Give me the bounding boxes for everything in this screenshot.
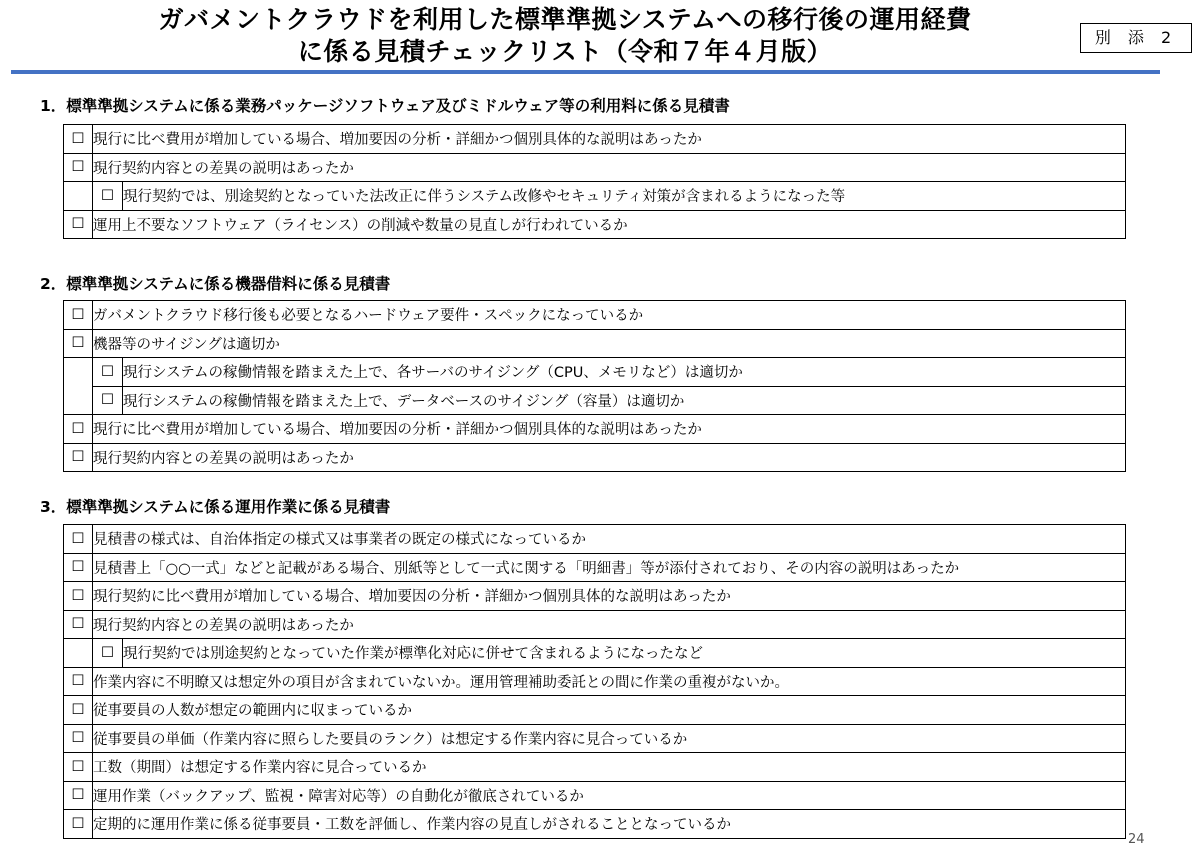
subitem-text: 現行契約では、別途契約となっていた法改正に伴うシステム改修やセキュリティ対策が含まれるようになった等 — [123, 182, 1126, 211]
item-text: 定期的に運用作業に係る従事要員・工数を評価し、作業内容の見直しがされることとなっているか — [93, 810, 1126, 839]
indent-spacer — [64, 386, 93, 415]
checkbox[interactable]: ☐ — [64, 125, 93, 154]
checkbox[interactable]: ☐ — [64, 210, 93, 239]
title-line-1: ガバメントクラウドを利用した標準準拠システムへの移行後の運用経費 — [158, 5, 972, 34]
checkbox[interactable]: ☐ — [64, 724, 93, 753]
item-text: 現行に比べ費用が増加している場合、増加要因の分析・詳細かつ個別具体的な説明はあったか — [93, 125, 1126, 154]
item-text: 現行契約内容との差異の説明はあったか — [93, 443, 1126, 472]
item-text: 従事要員の単価（作業内容に照らした要員のランク）は想定する作業内容に見合っているか — [93, 724, 1126, 753]
indent-spacer — [64, 639, 93, 668]
checkbox[interactable]: ☐ — [64, 610, 93, 639]
section-3-heading: 3．標準準拠システムに係る運用作業に係る見積書 — [40, 498, 391, 516]
item-text: 作業内容に不明瞭又は想定外の項目が含まれていないか。運用管理補助委託との間に作業の重複がないか。 — [93, 667, 1126, 696]
checkbox[interactable]: ☐ — [64, 301, 93, 330]
checklist-item — [64, 153, 1126, 182]
section-2-checklist — [63, 300, 1126, 472]
checkbox[interactable]: ☐ — [64, 525, 93, 554]
checklist-item — [64, 443, 1126, 472]
section-1-heading: 1．標準準拠システムに係る業務パッケージソフトウェア及びミドルウェア等の利用料に係る見積書 — [40, 97, 730, 115]
checklist-subitem — [64, 386, 1126, 415]
checklist-item — [64, 329, 1126, 358]
checkbox[interactable]: ☐ — [64, 753, 93, 782]
checklist-subitem — [64, 182, 1126, 211]
item-text: 見積書上「○○一式」などと記載がある場合、別紙等として一式に関する「明細書」等が添付されており、その内容の説明はあったか — [93, 553, 1126, 582]
checklist-item — [64, 610, 1126, 639]
checklist-item — [64, 810, 1126, 839]
item-text: 現行契約内容との差異の説明はあったか — [93, 153, 1126, 182]
document-title — [100, 4, 1030, 68]
section-3-checklist — [63, 524, 1126, 839]
item-text: 運用作業（バックアップ、監視・障害対応等）の自動化が徹底されているか — [93, 781, 1126, 810]
section-2-heading: 2．標準準拠システムに係る機器借料に係る見積書 — [40, 275, 391, 293]
checkbox[interactable]: ☐ — [93, 386, 123, 415]
checkbox[interactable]: ☐ — [93, 358, 123, 387]
checkbox[interactable]: ☐ — [64, 667, 93, 696]
item-text: 見積書の様式は、自治体指定の様式又は事業者の既定の様式になっているか — [93, 525, 1126, 554]
subitem-text: 現行システムの稼働情報を踏まえた上で、各サーバのサイジング（CPU、メモリなど）は適切か — [123, 358, 1126, 387]
item-text: 現行契約内容との差異の説明はあったか — [93, 610, 1126, 639]
indent-spacer — [64, 182, 93, 211]
item-text: ガバメントクラウド移行後も必要となるハードウェア要件・スペックになっているか — [93, 301, 1126, 330]
title-divider — [11, 70, 1160, 74]
checklist-item — [64, 667, 1126, 696]
checkbox[interactable]: ☐ — [64, 582, 93, 611]
section-1-checklist — [63, 124, 1126, 239]
checkbox[interactable]: ☐ — [64, 153, 93, 182]
subitem-text: 現行契約では別途契約となっていた作業が標準化対応に併せて含まれるようになったなど — [123, 639, 1126, 668]
checklist-subitem — [64, 639, 1126, 668]
subitem-text: 現行システムの稼働情報を踏まえた上で、データベースのサイジング（容量）は適切か — [123, 386, 1126, 415]
checklist-item — [64, 125, 1126, 154]
attachment-badge: 別 添 2 — [1080, 23, 1192, 53]
item-text: 運用上不要なソフトウェア（ライセンス）の削減や数量の見直しが行われているか — [93, 210, 1126, 239]
item-text: 機器等のサイジングは適切か — [93, 329, 1126, 358]
checkbox[interactable]: ☐ — [64, 810, 93, 839]
checklist-subitem — [64, 358, 1126, 387]
checklist-item — [64, 301, 1126, 330]
checkbox[interactable]: ☐ — [93, 182, 123, 211]
checklist-item — [64, 553, 1126, 582]
checklist-item — [64, 696, 1126, 725]
checkbox[interactable]: ☐ — [64, 329, 93, 358]
checklist-item — [64, 525, 1126, 554]
page-number: 24 — [1128, 832, 1145, 847]
checkbox[interactable]: ☐ — [64, 553, 93, 582]
checkbox[interactable]: ☐ — [64, 696, 93, 725]
checkbox[interactable]: ☐ — [93, 639, 123, 668]
checklist-item — [64, 210, 1126, 239]
checklist-item — [64, 781, 1126, 810]
checkbox[interactable]: ☐ — [64, 781, 93, 810]
checklist-item — [64, 724, 1126, 753]
checklist-item — [64, 582, 1126, 611]
item-text: 工数（期間）は想定する作業内容に見合っているか — [93, 753, 1126, 782]
checklist-item — [64, 753, 1126, 782]
item-text: 現行契約に比べ費用が増加している場合、増加要因の分析・詳細かつ個別具体的な説明はあったか — [93, 582, 1126, 611]
indent-spacer — [64, 358, 93, 387]
checklist-item — [64, 415, 1126, 444]
checkbox[interactable]: ☐ — [64, 443, 93, 472]
title-line-2: に係る見積チェックリスト（令和７年４月版） — [297, 37, 833, 66]
item-text: 現行に比べ費用が増加している場合、増加要因の分析・詳細かつ個別具体的な説明はあったか — [93, 415, 1126, 444]
checkbox[interactable]: ☐ — [64, 415, 93, 444]
item-text: 従事要員の人数が想定の範囲内に収まっているか — [93, 696, 1126, 725]
